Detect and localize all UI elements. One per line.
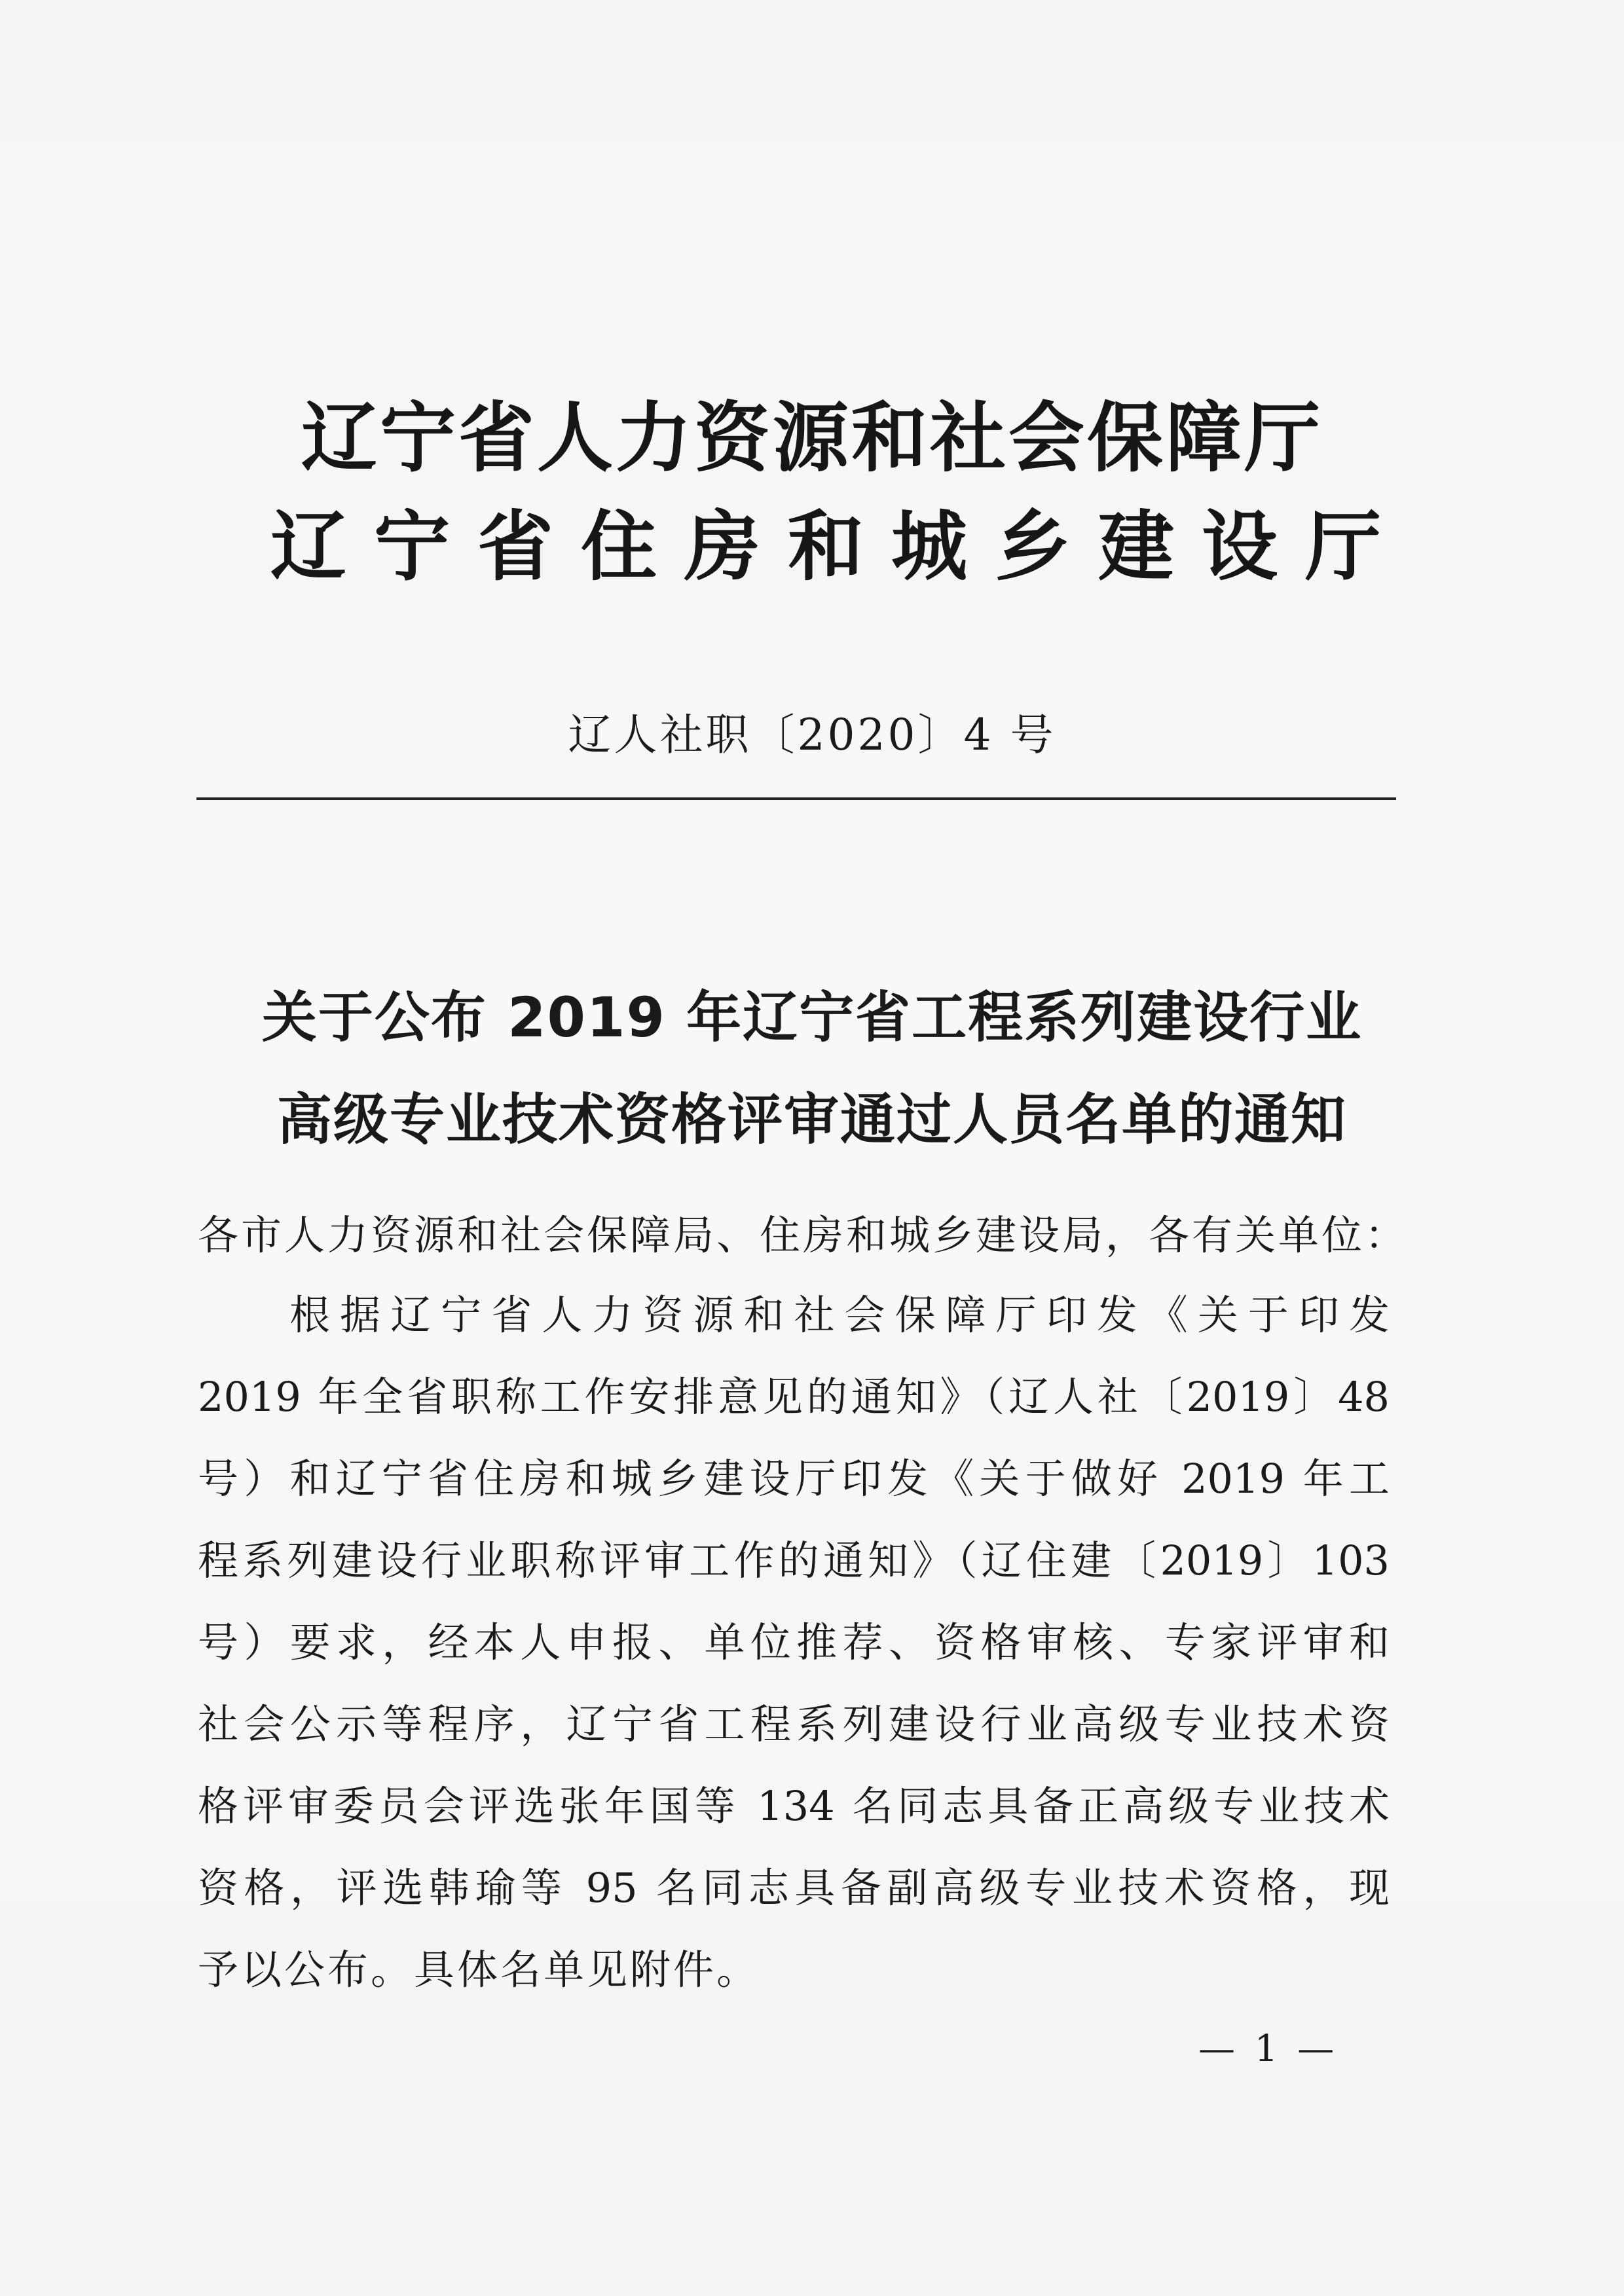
body-line-7: 格评审委员会评选张年国等 134 名同志具备正高级专业技术 [198, 1782, 1390, 1830]
salutation: 各市人力资源和社会保障局、住房和城乡建设局，各有关单位： [198, 1211, 1409, 1259]
body-line-4: 程系列建设行业职称评审工作的通知》（辽住建〔2019〕103 [198, 1537, 1390, 1584]
body-line-3: 号）和辽宁省住房和城乡建设厅印发《关于做好 2019 年工 [198, 1455, 1390, 1503]
issuer-name-2: 辽宁省住房和城乡建设厅 [270, 503, 1409, 591]
body-line-9: 予以公布。具体名单见附件。 [198, 1946, 760, 1994]
issuer-name-1: 辽宁省人力资源和社会保障厅 [301, 394, 1323, 483]
document-number: 辽人社职〔2020〕4 号 [568, 710, 1056, 760]
document-title-line-1: 关于公布 2019 年辽宁省工程系列建设行业 [261, 985, 1363, 1049]
header-divider [196, 797, 1396, 800]
body-line-8: 资格，评选韩瑜等 95 名同志具备副高级专业技术资格，现 [198, 1864, 1390, 1912]
body-line-2: 2019 年全省职称工作安排意见的通知》（辽人社〔2019〕48 [198, 1373, 1390, 1421]
page-number: — 1 — [1198, 2028, 1338, 2070]
document-title-line-2: 高级专业技术资格评审通过人员名单的通知 [276, 1087, 1347, 1152]
body-line-5: 号）要求，经本人申报、单位推荐、资格审核、专家评审和 [198, 1618, 1390, 1666]
body-line-1: 根据辽宁省人力资源和社会保障厅印发《关于印发 [289, 1291, 1390, 1339]
body-line-6: 社会公示等程序，辽宁省工程系列建设行业高级专业技术资 [198, 1700, 1390, 1748]
